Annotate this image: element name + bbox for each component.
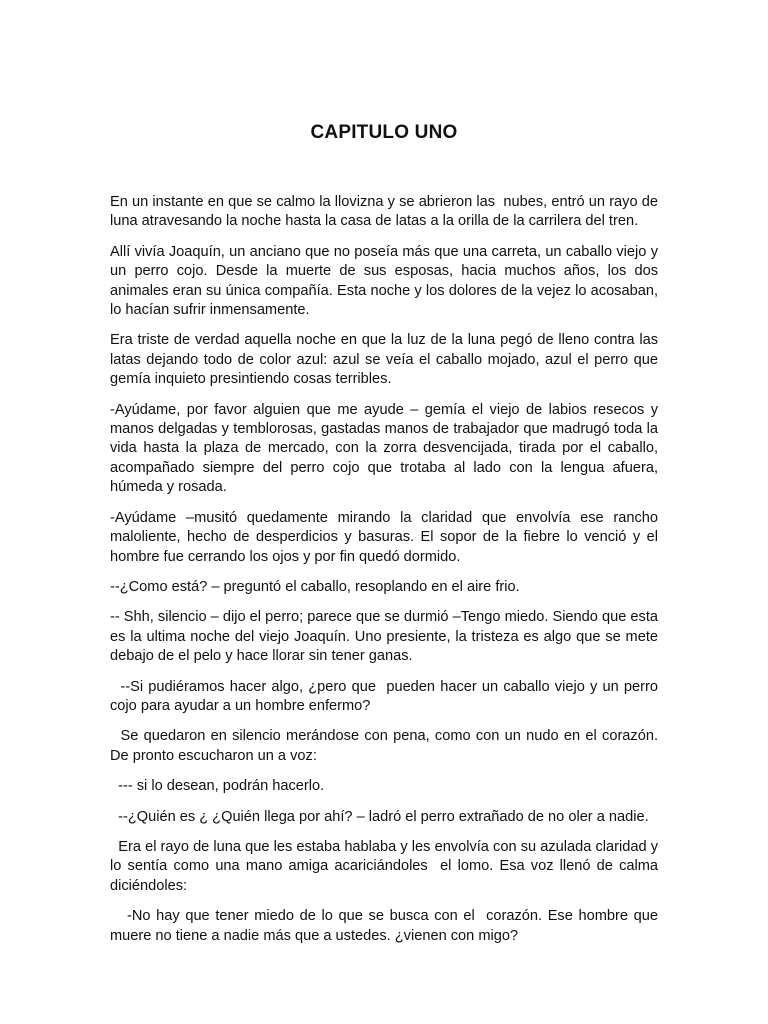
- paragraph-9: Se quedaron en silencio merándose con pena, como con un nudo en el corazón. De pronto escucharon un a voz:: [110, 728, 663, 764]
- paragraph-4: -Ayúdame, por favor alguien que me ayude – gemía el viejo de labios resecos y manos delgadas y temblorosas, gastadas manos de trabajador que madrugó toda la vida hasta la plaza de mercado, con la zorra desvencijada, tirada por el caballo, acompañado siempre del perro cojo que trotaba al lado con la lengua afuera, húmeda y rosada.: [110, 401, 663, 496]
- paragraph-11: --¿Quién es ¿ ¿Quién llega por ahí? – ladró el perro extrañado de no oler a nadie.: [110, 808, 649, 825]
- paragraph-3: Era triste de verdad aquella noche en que la luz de la luna pegó de lleno contra las latas dejando todo de color azul: azul se veía el caballo mojado, azul el perro que gemía inquieto presintiendo cosas terribles.: [110, 332, 663, 388]
- paragraph-13: -No hay que tener miedo de lo que se busca con el corazón. Ese hombre que muere no tiene a nadie más que a ustedes. ¿vienen con migo?: [110, 908, 663, 944]
- paragraph-7: -- Shh, silencio – dijo el perro; parece que se durmió –Tengo miedo. Siendo que esta es la ultima noche del viejo Joaquín. Uno presiente, la tristeza es algo que se mete debajo de el pelo y hace llorar sin tener ganas.: [110, 609, 663, 665]
- chapter-body: [110, 193, 663, 957]
- paragraph-12: Era el rayo de luna que les estaba hablaba y les envolvía con su azulada claridad y lo sentía como una mano amiga acariciándoles el lomo. Esa voz llenó de calma diciéndoles:: [110, 838, 663, 894]
- paragraph-8: --Si pudiéramos hacer algo, ¿pero que pueden hacer un caballo viejo y un perro cojo para ayudar a un hombre enfermo?: [110, 678, 663, 714]
- paragraph-1: En un instante en que se calmo la llovizna y se abrieron las nubes, entró un rayo de luna atravesando la noche hasta la casa de latas a la orilla de la carrilera del tren.: [110, 194, 663, 230]
- chapter-title: CAPITULO UNO: [310, 122, 458, 143]
- paragraph-10: --- si lo desean, podrán hacerlo.: [110, 778, 325, 795]
- paragraph-2: Allí vivía Joaquín, un anciano que no poseía más que una carreta, un caballo viejo y un perro cojo. Desde la muerte de sus esposas, hacia muchos años, los dos animales eran su única compañía. Esta noche y los dolores de la vejez lo acosaban, lo hacían sufrir inmensamente.: [110, 243, 663, 319]
- paragraph-6: --¿Como está? – preguntó el caballo, resoplando en el aire frio.: [110, 578, 520, 595]
- paragraph-5: -Ayúdame –musitó quedamente mirando la claridad que envolvía ese rancho maloliente, hecho de desperdicios y basuras. El sopor de la fiebre lo venció y el hombre fue cerrando los ojos y por fin quedó dormido.: [110, 509, 663, 565]
